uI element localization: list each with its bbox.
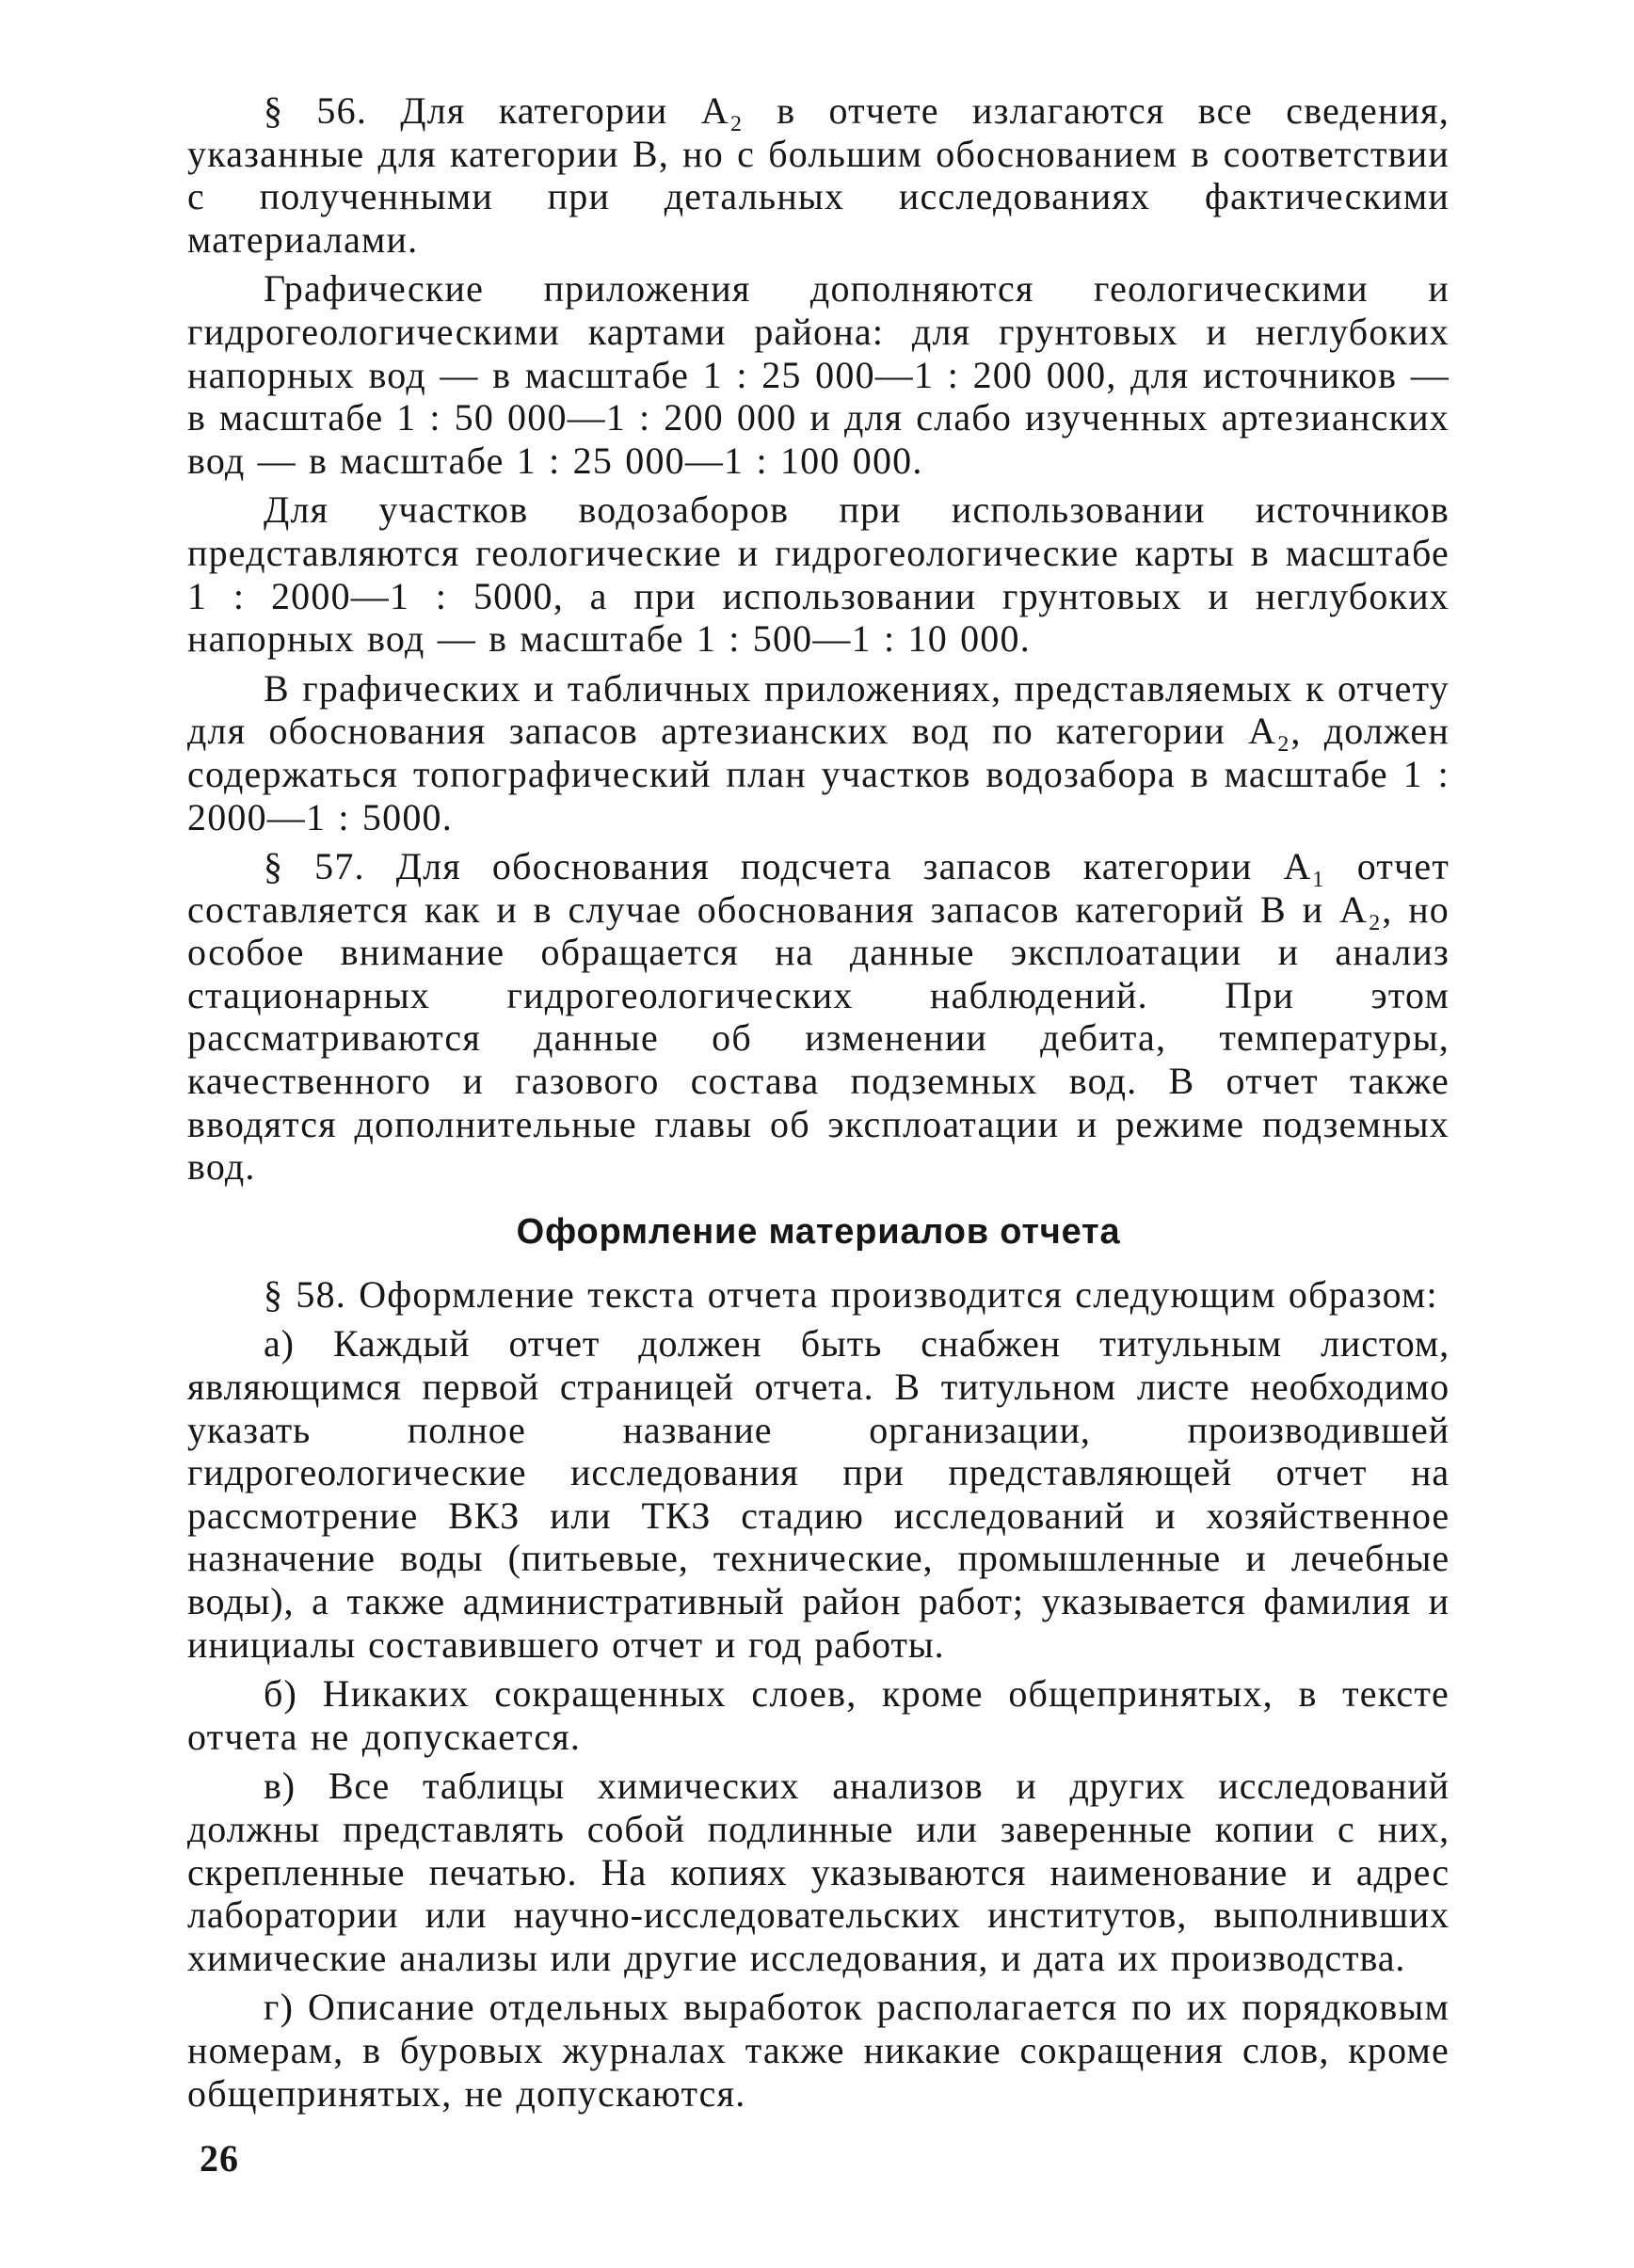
paragraph-item-b: б) Никаких сокращенных слоев, кроме общепринятых, в тексте отчета не допускается. bbox=[187, 1672, 1450, 1758]
paragraph-water-intake-areas: Для участков водозаборов при использовании источников представляются геологические и гидрогеологические карты в масштабе 1 : 2000—1 : 5000, а при использовании грунтовых и неглубоких напорных вод — в масштабе 1 : 500—1 : 10 000. bbox=[187, 488, 1450, 661]
paragraph-58: § 58. Оформление текста отчета производится следующим образом: bbox=[264, 1272, 1438, 1316]
paragraph-graphic-appendices: Графические приложения дополняются геологическими и гидрогеологическими картами района: для грунтовых и неглубоких напорных вод — в масштабе 1 : 25 000—1 : 200 000, для источников — в масштабе 1 : 50 000—1 : 200 000 и для слабо изученных артезианских вод — в масштабе 1 : 25 000—1 : 100 000. bbox=[187, 267, 1450, 482]
paragraph-graphic-tabular-appendices: В графических и табличных приложениях, представляемых к отчету для обоснования запасов артезианских вод по категории А₂, должен содержаться топографический план участков водозабора в масштабе 1 : 2000—1 : 5000. bbox=[187, 666, 1450, 839]
section-heading: Оформление материалов отчета bbox=[516, 1211, 1121, 1252]
page-number: 26 bbox=[200, 2137, 239, 2180]
paragraph-56: § 56. Для категории А₂ в отчете излагаются все сведения, указанные для категории В, но с большим обоснованием в соответствии с полученными при детальных исследованиях фактическими материалами. bbox=[187, 89, 1450, 261]
paragraph-item-g: г) Описание отдельных выработок располагается по их порядковым номерам, в буровых журналах также никакие сокращения слов, кроме общепринятых, не допускаются. bbox=[187, 1986, 1450, 2115]
paragraph-item-a: а) Каждый отчет должен быть снабжен титульным листом, являющимся первой страницей отчета. В титульном листе необходимо указать полное название организации, производившей гидрогеологические исследования при представляющей отчет на рассмотрение ВКЗ или ТКЗ стадию исследований и хозяйственное назначение воды (питьевые, технические, промышленные и лечебные воды), а также административный район работ; указывается фамилия и инициалы составившего отчет и год работы. bbox=[187, 1322, 1450, 1666]
page-body bbox=[187, 89, 1450, 2121]
paragraph-item-v: в) Все таблицы химических анализов и других исследований должны представлять собой подлинные или заверенные копии с них, скрепленные печатью. На копиях указываются наименование и адрес лаборатории или научно-исследовательских институтов, выполнивших химические анализы или другие исследования, и дата их производства. bbox=[187, 1765, 1450, 1979]
paragraph-57: § 57. Для обоснования подсчета запасов категории А₁ отчет составляется как и в случае обоснования запасов категорий В и А₂, но особое внимание обращается на данные эксплоатации и анализ стационарных гидрогеологических наблюдений. При этом рассматриваются данные об изменении дебита, температуры, качественного и газового состава подземных вод. В отчет также вводятся дополнительные главы об эксплоатации и режиме подземных вод. bbox=[187, 845, 1450, 1189]
